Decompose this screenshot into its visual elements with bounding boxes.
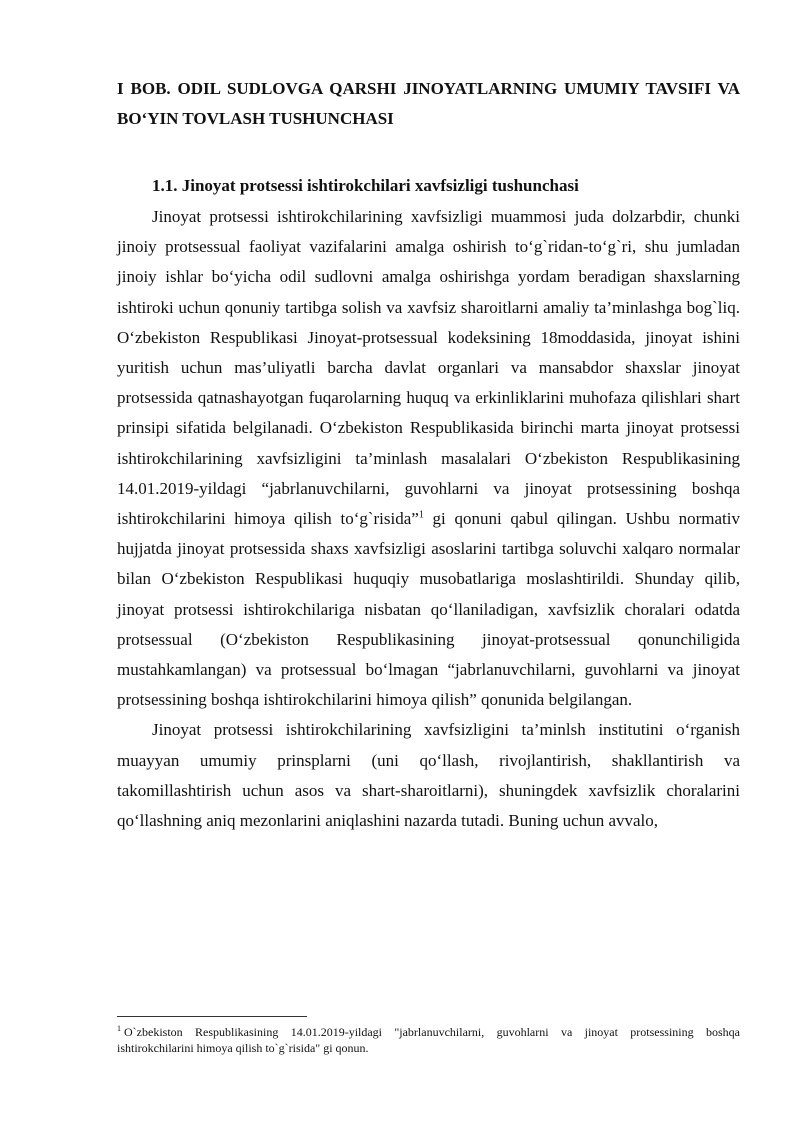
footnote [117,1024,740,1056]
footnote-mark: 1 [117,1024,121,1033]
body-text [117,202,740,836]
paragraph-1-part-1: Jinoyat protsessi ishtirokchilarining xavfsizligi muammosi juda dolzarbdir, chunki jinoiy protsessual faoliyat vazifalarini amalga oshirish to‘g`ridan-to‘g`ri, shu jumladan jinoiy ishlar bo‘yicha odil sudlovni amalga oshirishga yordam beradigan shaxslarning ishtiroki uchun qonuniy tartibga solish va xavfsiz sharoitlarni amaliy ta’minlashga bog`liq. O‘zbekiston Respublikasi Jinoyat-protsessual kodeksining 18moddasida, jinoyat ishini yuritish uchun mas’uliyatli barcha davlat organlari va mansabdor shaxslar jinoyat protsessida qatnashayotgan fuqarolarning huquq va erkinliklarini muhofaza qilishlari shart prinsipi sifatida belgilanadi. O‘zbekiston Respublikasida birinchi marta jinoyat protsessi ishtirokchilarining xavfsizligini ta’minlash masalalari O‘zbekiston Respublikasining 14.01.2019-yildagi “jabrlanuvchilarni, guvohlarni va jinoyat protsessining boshqa ishtirokchilarini himoya qilish to‘g`risida” [117,207,740,529]
paragraph-1-part-2: gi qonuni qabul qilingan. Ushbu normativ hujjatda jinoyat protsessida shaxs xavfsizligi asoslarini tartibga soluvchi xalqaro normalar bilan O‘zbekiston Respublikasi huquqiy musobatlariga moslashtirildi. Shunday qilib, jinoyat protsessi ishtirokchilariga nisbatan qo‘llaniladigan, xavfsizlik choralari odatda protsessual (O‘zbekiston Respublikasining jinoyat-protsessual qonunchiligida mustahkamlangan) va protsessual bo‘lmagan “jabrlanuvchilarni, guvohlarni va jinoyat protsessining boshqa ishtirokchilarini himoya qilish” qonunida belgilangan. [117,509,741,710]
footnote-text: O`zbekiston Respublikasining 14.01.2019-yildagi "jabrlanuvchilarni, guvohlarni va jinoyat protsessining boshqa ishtirokchilarini himoya qilish to`g`risida" gi qonun. [117,1025,740,1055]
paragraph-2: Jinoyat protsessi ishtirokchilarining xavfsizligini ta’minlsh institutini o‘rganish muayyan umumiy prinsplarni (uni qo‘llash, rivojlantirish, shakllantirish va takomillashtirish uchun asos va shart-sharoitlarni), shuningdek xavfsizlik choralarini qo‘llashning aniq mezonlarini aniqlashini nazarda tutadi. Buning uchun avvalo, [117,720,740,831]
paragraph-1 [117,202,740,715]
chapter-title: I BOB. ODIL SUDLOVGA QARSHI JINOYATLARNING UMUMIY TAVSIFI VA BO‘YIN TOVLASH TUSHUNCHASI [117,79,740,128]
footnote-reference[interactable]: 1 [418,509,424,521]
footnote-divider [117,1016,307,1017]
section-title: 1.1. Jinoyat protsessi ishtirokchilari xavfsizligi tushunchasi [152,176,579,195]
